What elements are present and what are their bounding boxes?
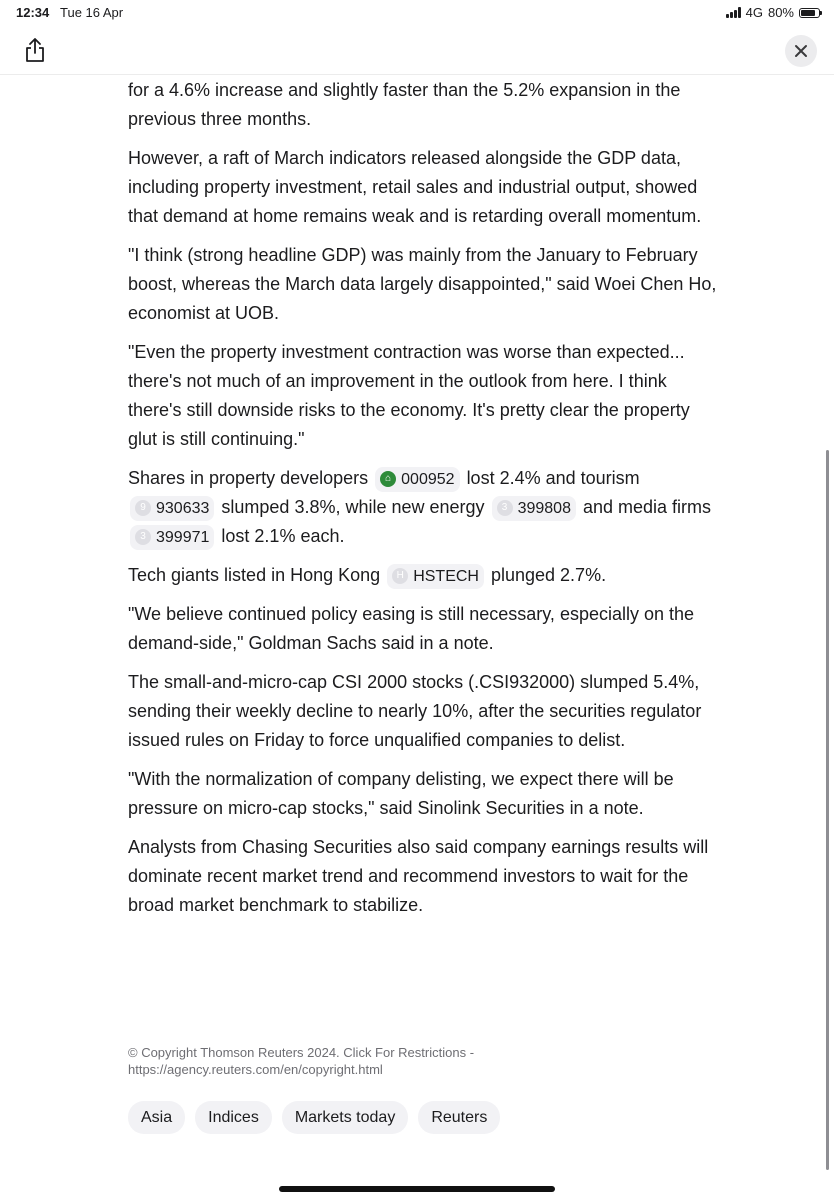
copyright-notice[interactable]: © Copyright Thomson Reuters 2024. Click For Restrictions - https://agency.reuters.com/en/copyright.html (128, 1045, 475, 1077)
ticker-label: 399808 (517, 499, 571, 517)
ticker-chip-399971[interactable] (130, 525, 214, 550)
ticker-badge-icon: 3 (497, 500, 513, 516)
tag-reuters[interactable]: Reuters (418, 1101, 500, 1134)
status-bar (0, 0, 834, 24)
toolbar-divider (0, 74, 834, 75)
status-date: Tue 16 Apr (60, 5, 124, 20)
article-body (128, 76, 718, 930)
paragraph-text: and media firms (582, 497, 712, 517)
ticker-badge-icon: 9 (135, 500, 151, 516)
paragraph: "Even the property investment contraction was worse than expected... there's not much of an improvement in the outlook from here. I think there's still downside risks to the economy. It's pretty clear the property glut is still continuing." (128, 342, 690, 449)
ticker-chip-399808[interactable] (492, 496, 576, 521)
ticker-label: 399971 (156, 528, 210, 546)
paragraph: "I think (strong headline GDP) was mainly from the January to February boost, whereas the March data largely disappointed," said Woei Chen Ho, economist at UOB. (128, 245, 717, 323)
paragraph-text: lost 2.4% and tourism (466, 468, 640, 488)
cellular-signal-icon (726, 7, 741, 18)
ticker-label: 930633 (156, 499, 210, 517)
ticker-badge-icon: H (392, 568, 408, 584)
paragraph: However, a raft of March indicators released alongside the GDP data, including property investment, retail sales and industrial output, showed that demand at home remains weak and is retarding overall momentum. (128, 148, 702, 226)
close-button[interactable] (785, 35, 817, 67)
battery-percent: 80% (767, 5, 794, 20)
paragraph-with-tickers (128, 464, 718, 551)
share-button[interactable] (22, 36, 48, 64)
paragraph: The small-and-micro-cap CSI 2000 stocks (.CSI932000) slumped 5.4%, sending their weekly decline to nearly 10%, after the securities regulator issued rules on Friday to force unqualified companies to delist. (128, 672, 702, 750)
paragraph: for a 4.6% increase and slightly faster than the 5.2% expansion in the previous three months. (128, 80, 681, 129)
battery-fill (801, 10, 815, 16)
paragraph: "With the normalization of company delisting, we expect there will be pressure on micro-cap stocks," said Sinolink Securities in a note. (128, 769, 674, 818)
battery-icon (799, 8, 820, 18)
paragraph-text: Shares in property developers (128, 468, 369, 488)
status-indicators (726, 5, 820, 20)
ticker-label: HSTECH (413, 567, 479, 585)
status-time: 12:34 (16, 5, 50, 20)
paragraph-text: Tech giants listed in Hong Kong (128, 565, 381, 585)
ticker-badge-icon: 3 (135, 529, 151, 545)
close-icon (794, 44, 808, 58)
ticker-chip-hstech[interactable] (387, 564, 484, 589)
scrollbar[interactable] (826, 450, 829, 1170)
ticker-chip-000952[interactable] (375, 467, 459, 492)
tag-list (128, 1101, 500, 1134)
tag-indices[interactable]: Indices (195, 1101, 272, 1134)
paragraph-with-tickers (128, 561, 718, 590)
ticker-label: 000952 (401, 470, 455, 488)
paragraph-text: slumped 3.8%, while new energy (221, 497, 485, 517)
ticker-chip-930633[interactable] (130, 496, 214, 521)
paragraph: Analysts from Chasing Securities also said company earnings results will dominate recent market trend and recommend investors to wait for the broad market benchmark to stabilize. (128, 837, 709, 915)
house-icon: ⌂ (380, 471, 396, 487)
network-type: 4G (745, 5, 763, 20)
paragraph-text: lost 2.1% each. (221, 526, 345, 546)
paragraph-text: plunged 2.7%. (490, 565, 607, 585)
paragraph: "We believe continued policy easing is still necessary, especially on the demand-side," Goldman Sachs said in a note. (128, 604, 695, 653)
share-icon (24, 37, 46, 63)
tag-markets-today[interactable]: Markets today (282, 1101, 408, 1134)
home-indicator[interactable] (279, 1186, 555, 1192)
tag-asia[interactable]: Asia (128, 1101, 185, 1134)
